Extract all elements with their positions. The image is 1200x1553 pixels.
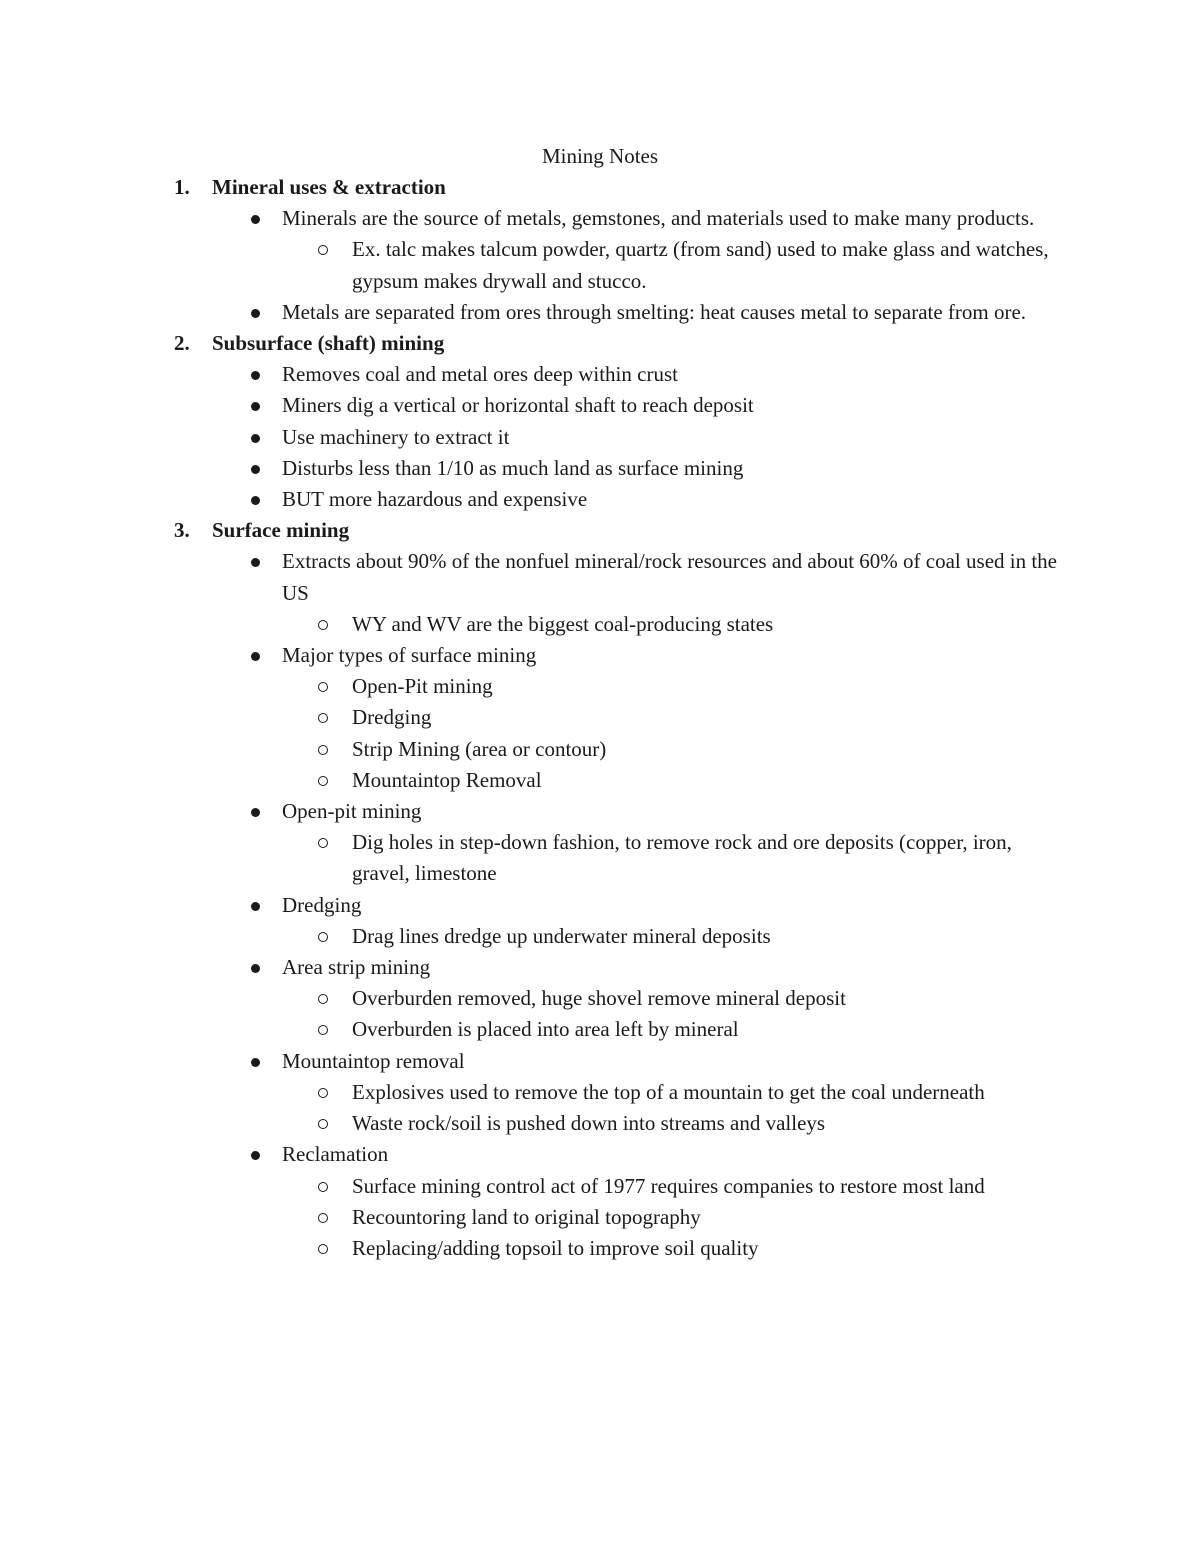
hollow-bullet-icon — [318, 713, 328, 723]
filled-bullet-icon — [251, 465, 260, 474]
sub-bullet-item — [0, 1233, 1200, 1264]
sub-bullet-text: WY and WV are the biggest coal-producing states — [352, 611, 774, 636]
hollow-bullet-icon — [318, 620, 328, 630]
sub-bullet-item — [0, 1171, 1200, 1202]
bullet-item — [0, 546, 1200, 608]
sub-bullet-text: Replacing/adding topsoil to improve soil quality — [352, 1235, 759, 1260]
sub-bullet-item — [0, 734, 1200, 765]
hollow-bullet-icon — [318, 994, 328, 1004]
sub-bullet-item — [0, 921, 1200, 952]
bullet-item — [0, 422, 1200, 453]
sub-bullet-item — [0, 1108, 1200, 1139]
sub-bullet-text: Ex. talc makes talcum powder, quartz (from sand) used to make glass and watches, gypsum makes drywall and stucco. — [352, 237, 1049, 293]
bullet-item — [0, 890, 1200, 921]
hollow-bullet-icon — [318, 932, 328, 942]
hollow-bullet-icon — [318, 776, 328, 786]
bullet-item — [0, 796, 1200, 827]
filled-bullet-icon — [251, 808, 260, 817]
section-number: 3. — [174, 518, 190, 543]
sub-bullet-text: Open-Pit mining — [352, 674, 493, 699]
hollow-bullet-icon — [318, 1119, 328, 1129]
filled-bullet-icon — [251, 1151, 260, 1160]
section-heading-text: Surface mining — [212, 518, 350, 543]
filled-bullet-icon — [251, 309, 260, 318]
hollow-bullet-icon — [318, 1088, 328, 1098]
filled-bullet-icon — [251, 964, 260, 973]
bullet-item — [0, 390, 1200, 421]
sub-bullet-item — [0, 765, 1200, 796]
sub-bullet-text: Strip Mining (area or contour) — [352, 736, 607, 761]
sub-bullet-text: Dredging — [352, 705, 432, 730]
sub-bullet-text: Waste rock/soil is pushed down into streams and valleys — [352, 1111, 826, 1136]
bullet-text: Open-pit mining — [282, 799, 422, 824]
filled-bullet-icon — [251, 558, 260, 567]
hollow-bullet-icon — [318, 745, 328, 755]
filled-bullet-icon — [251, 371, 260, 380]
sub-bullet-item — [0, 609, 1200, 640]
sub-bullet-text: Recountoring land to original topography — [352, 1204, 701, 1229]
sub-bullet-text: Overburden removed, huge shovel remove mineral deposit — [352, 986, 846, 1011]
sub-bullet-item — [0, 702, 1200, 733]
section-number: 1. — [174, 175, 190, 199]
section-heading — [0, 328, 1200, 359]
bullet-text: Dredging — [282, 892, 362, 917]
hollow-bullet-icon — [318, 838, 328, 848]
section-heading — [0, 172, 1200, 203]
bullet-text: Disturbs less than 1/10 as much land as surface mining — [282, 455, 744, 480]
sub-bullet-item — [0, 1202, 1200, 1233]
bullet-text: Metals are separated from ores through smelting: heat causes metal to separate from ore. — [282, 299, 1027, 324]
hollow-bullet-icon — [318, 1244, 328, 1254]
bullet-text: Reclamation — [282, 1142, 389, 1167]
bullet-item — [0, 1046, 1200, 1077]
notes-outline — [0, 172, 1200, 1264]
bullet-text: BUT more hazardous and expensive — [282, 487, 588, 512]
bullet-text: Area strip mining — [282, 955, 431, 980]
bullet-text: Use machinery to extract it — [282, 424, 510, 449]
bullet-item — [0, 484, 1200, 515]
sub-bullet-text: Mountaintop Removal — [352, 767, 542, 792]
filled-bullet-icon — [251, 1058, 260, 1067]
filled-bullet-icon — [251, 215, 260, 224]
section-heading-text: Mineral uses & extraction — [212, 175, 446, 199]
bullet-text: Mountaintop removal — [282, 1048, 465, 1073]
sub-bullet-item — [0, 983, 1200, 1014]
sub-bullet-text: Surface mining control act of 1977 requires companies to restore most land — [352, 1173, 985, 1198]
sub-bullet-text: Overburden is placed into area left by mineral — [352, 1017, 739, 1042]
bullet-item — [0, 297, 1200, 328]
bullet-item — [0, 1139, 1200, 1170]
filled-bullet-icon — [251, 402, 260, 411]
section-heading — [0, 515, 1200, 546]
hollow-bullet-icon — [318, 1025, 328, 1035]
hollow-bullet-icon — [318, 1213, 328, 1223]
sub-bullet-text: Explosives used to remove the top of a mountain to get the coal underneath — [352, 1079, 985, 1104]
filled-bullet-icon — [251, 434, 260, 443]
sub-bullet-item — [0, 234, 1200, 296]
sub-bullet-item — [0, 671, 1200, 702]
sub-bullet-item — [0, 1014, 1200, 1045]
bullet-item — [0, 640, 1200, 671]
sub-bullet-item — [0, 827, 1200, 889]
bullet-text: Removes coal and metal ores deep within crust — [282, 362, 678, 387]
bullet-text: Miners dig a vertical or horizontal shaft to reach deposit — [282, 393, 754, 418]
hollow-bullet-icon — [318, 245, 328, 255]
filled-bullet-icon — [251, 496, 260, 505]
sub-bullet-text: Dig holes in step-down fashion, to remove rock and ore deposits (copper, iron, gravel, limestone — [352, 830, 1012, 886]
sub-bullet-text: Drag lines dredge up underwater mineral deposits — [352, 923, 771, 948]
filled-bullet-icon — [251, 652, 260, 661]
document-title: Mining Notes — [541, 144, 659, 168]
bullet-item — [0, 952, 1200, 983]
bullet-text: Major types of surface mining — [282, 643, 537, 668]
filled-bullet-icon — [251, 902, 260, 911]
bullet-item — [0, 453, 1200, 484]
sub-bullet-item — [0, 1077, 1200, 1108]
bullet-text: Minerals are the source of metals, gemstones, and materials used to make many products. — [282, 206, 1035, 231]
section-number: 2. — [174, 331, 190, 356]
bullet-item — [0, 203, 1200, 234]
section-heading-text: Subsurface (shaft) mining — [212, 331, 445, 356]
bullet-text: Extracts about 90% of the nonfuel mineral/rock resources and about 60% of coal used in the US — [282, 549, 1058, 605]
hollow-bullet-icon — [318, 682, 328, 692]
bullet-item — [0, 359, 1200, 390]
hollow-bullet-icon — [318, 1182, 328, 1192]
